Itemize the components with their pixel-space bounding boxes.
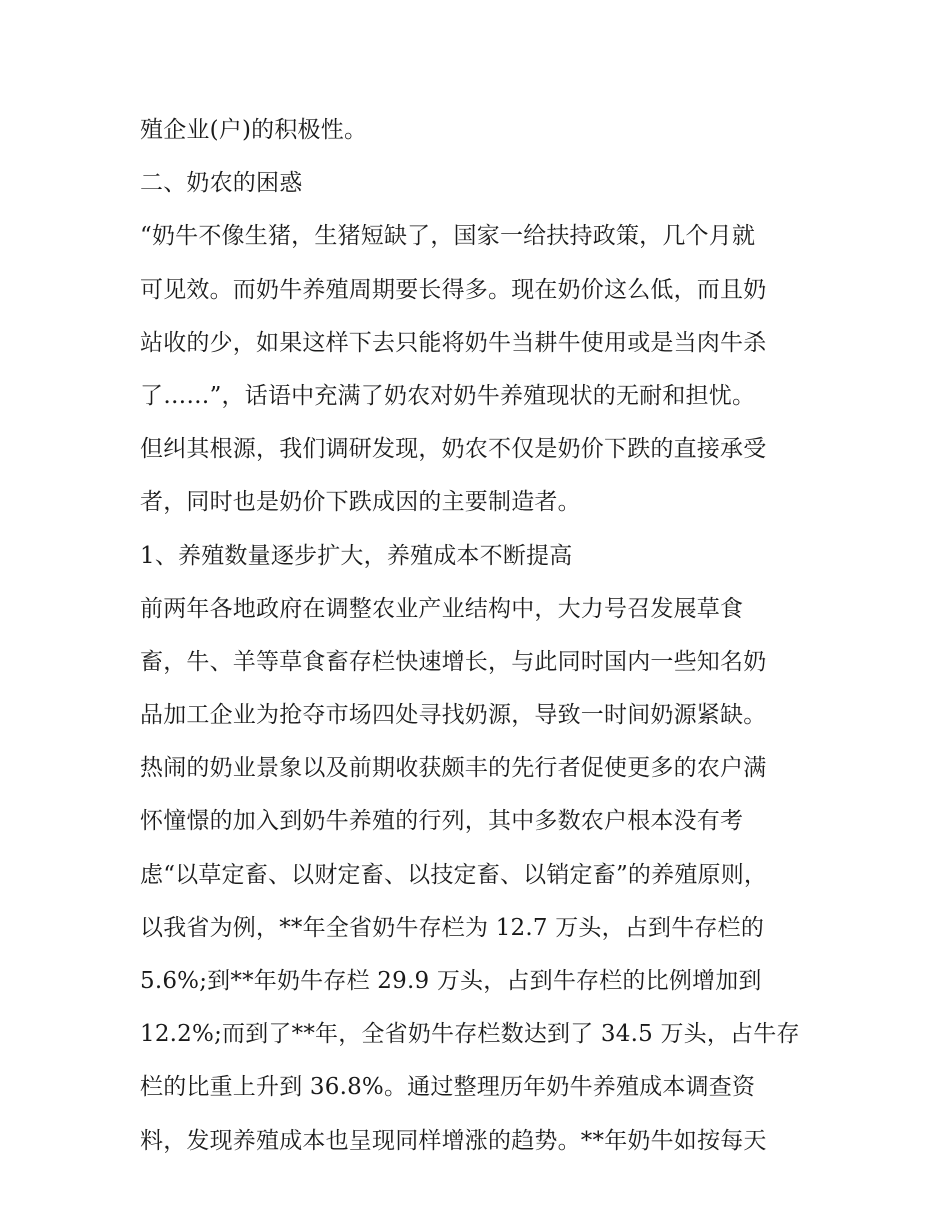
text-line: 12.2%;而到了**年，全省奶牛存栏数达到了 34.5 万头，占牛存	[140, 1021, 800, 1048]
text-line: 品加工企业为抢夺市场四处寻找奶源，导致一时间奶源紧缺。	[140, 702, 767, 729]
text-line: 可见效。而奶牛养殖周期要长得多。现在奶价这么低，而且奶	[140, 276, 767, 303]
text-line: 怀憧憬的加入到奶牛养殖的行列，其中多数农户根本没有考	[140, 808, 744, 835]
text-line: 畜，牛、羊等草食畜存栏快速增长，与此同时国内一些知名奶	[140, 648, 767, 675]
text-line: 料，发现养殖成本也呈现同样增涨的趋势。**年奶牛如按每天	[140, 1127, 767, 1154]
text-line: 殖企业(户)的积极性。	[140, 117, 368, 143]
section-heading: 二、奶农的困惑	[140, 170, 303, 197]
text-line: 但纠其根源，我们调研发现，奶农不仅是奶价下跌的直接承受	[140, 436, 767, 463]
text-line: 热闹的奶业景象以及前期收获颇丰的先行者促使更多的农户满	[140, 755, 767, 782]
document-body	[140, 104, 820, 1168]
text-line: 以我省为例，**年全省奶牛存栏为 12.7 万头，占到牛存栏的	[140, 914, 765, 941]
text-line: 站收的少，如果这样下去只能将奶牛当耕牛使用或是当肉牛杀	[140, 329, 767, 356]
text-line: 5.6%;到**年奶牛存栏 29.9 万头，占到牛存栏的比例增加到	[140, 968, 762, 994]
text-line: 栏的比重上升到 36.8%。通过整理历年奶牛养殖成本调查资	[140, 1074, 756, 1101]
text-line: 虑“以草定畜、以财定畜、以技定畜、以销定畜”的养殖原则，	[140, 861, 768, 888]
text-line: 前两年各地政府在调整农业产业结构中，大力号召发展草食	[140, 595, 744, 622]
text-line: “奶牛不像生猪，生猪短缺了，国家一给扶持政策，几个月就	[140, 223, 756, 250]
text-line: 了……”，话语中充满了奶农对奶牛养殖现状的无耐和担忧。	[140, 382, 756, 409]
subsection-heading: 1、养殖数量逐步扩大，养殖成本不断提高	[140, 542, 573, 569]
text-line: 者，同时也是奶价下跌成因的主要制造者。	[140, 489, 581, 516]
